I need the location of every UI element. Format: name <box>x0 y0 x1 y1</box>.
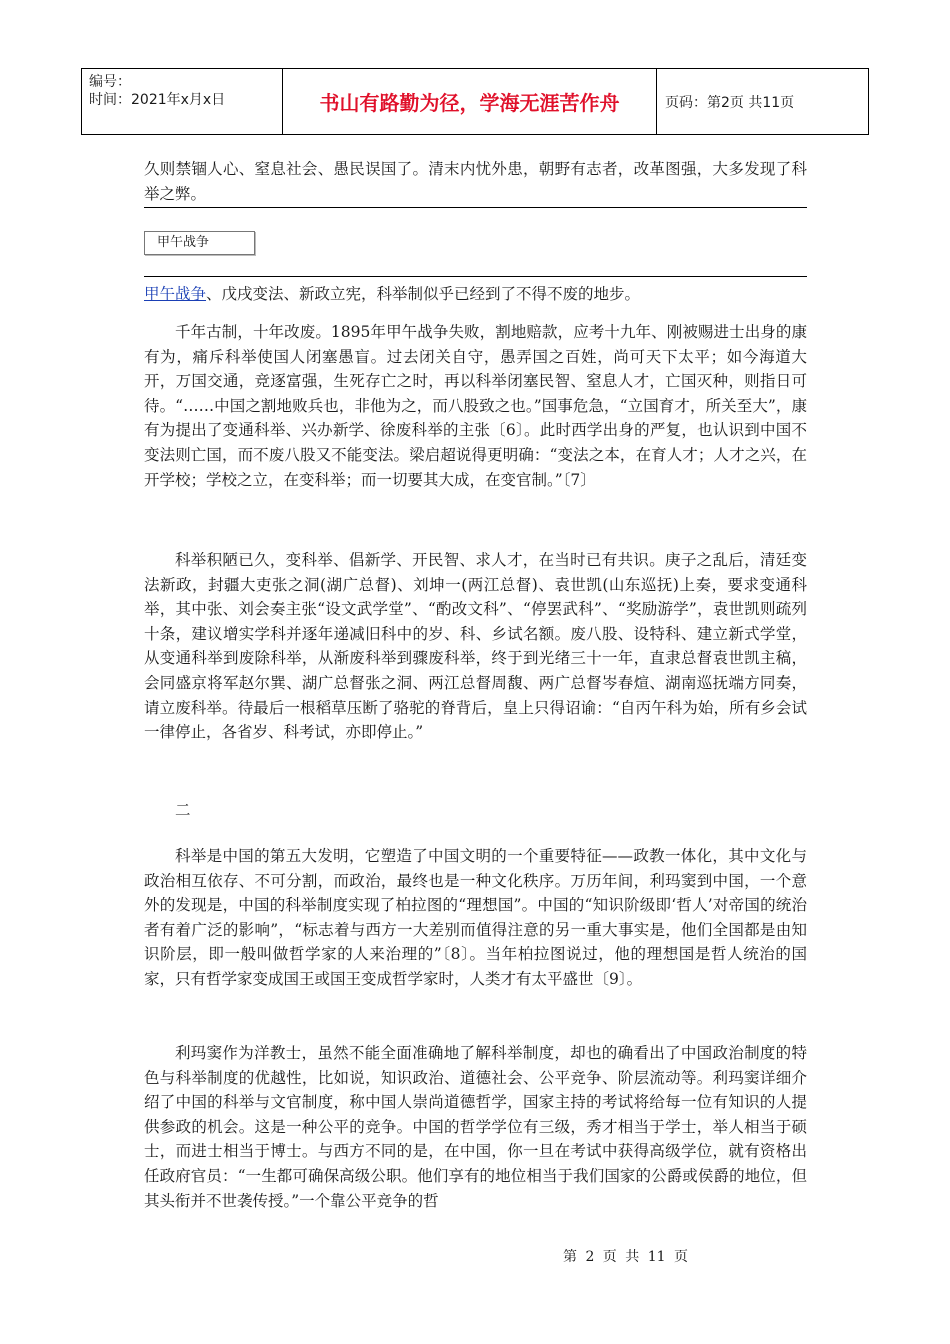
paragraph-2: 千年古制，十年改废。1895年甲午战争失败，割地赔款，应考十九年、刚被赐进士出身的康有为，痛斥科举使国人闭塞愚盲。过去闭关自守，愚弄国之百姓，尚可天下太平；如今海道大开，万国交通，竞逐富强，生死存亡之时，再以科举闭塞民智、窒息人才，亡国灭种，则指日可待。“……中国之割地败兵也，非他为之，而八股致之也。”国事危急，“立国育才，所关至大”，康有为提出了变通科举、兴办新学、徐废科举的主张〔6〕。此时西学出身的严复，也认识到中国不变法则亡国，而不废八股又不能变法。梁启超说得更明确：“变法之本，在育人才；人才之兴，在开学校；学校之立，在变科举；而一切要其大成，在变官制。”〔7〕 <box>144 323 807 489</box>
section-heading-box: 甲午战争 <box>144 231 255 255</box>
paragraph-1-text: 、戊戌变法、新政立宪，科举制似乎已经到了不得不废的地步。 <box>206 285 641 303</box>
section-numeral: 二 <box>175 801 191 819</box>
divider-top <box>144 207 807 208</box>
document-number-label: 编号： <box>89 74 131 90</box>
paragraph-3: 科举积陋已久，变科举、倡新学、开民智、求人才，在当时已有共识。庚子之乱后，清廷变法新政，封疆大吏张之洞(湖广总督)、刘坤一(两江总督)、袁世凯(山东巡抚)上奏，要求变通科举，其中张、刘会奏主张“设文武学堂”、“酌改文科”、“停罢武科”、“奖励游学”，袁世凯则疏列十条，建议增实学科并逐年递减旧科中的岁、科、乡试名额。废八股、设特科、建立新式学堂，从变通科举到废除科举，从渐废科举到骤废科举，终于到光绪三十一年，直隶总督袁世凯主稿，会同盛京将军赵尔巽、湖广总督张之洞、两江总督周馥、两广总督岑春煊、湖南巡抚端方同奏，请立废科举。待最后一根稻草压断了骆驼的脊背后，皇上只得诏谕：“自丙午科为始，所有乡会试一律停止，各省岁、科考试，亦即停止。” <box>144 551 807 742</box>
paragraph-4: 科举是中国的第五大发明，它塑造了中国文明的一个重要特征——政教一体化，其中文化与政治相互依存、不可分割，而政治，最终也是一种文化秩序。万历年间，利玛窦到中国，一个意外的发现是，中国的科举制度实现了柏拉图的“理想国”。中国的“知识阶级即‘哲人’对帝国的统治者有着广泛的影响”，“标志着与西方一大差别而值得注意的另一重大事实是，他们全国都是由知识阶层，即一般叫做哲学家的人来治理的”〔8〕。当年柏拉图说过，他的理想国是哲人统治的国家，只有哲学家变成国王或国王变成哲学家时，人类才有太平盛世〔9〕。 <box>144 847 807 988</box>
intro-paragraph: 久则禁锢人心、窒息社会、愚民误国了。清末内忧外患，朝野有志者，改革图强，大多发现了科举之弊。 <box>144 160 807 203</box>
war-link[interactable]: 甲午战争 <box>144 285 207 303</box>
header-meta-cell <box>82 69 283 134</box>
divider-bottom <box>144 276 807 277</box>
paragraph-1 <box>144 282 807 307</box>
paragraph-5: 利玛窦作为洋教士，虽然不能全面准确地了解科举制度，却也的确看出了中国政治制度的特色与科举制度的优越性，比如说，知识政治、道德社会、公平竞争、阶层流动等。利玛窦详细介绍了中国的科举与文官制度，称中国人崇尚道德哲学，国家主持的考试将给每一位有知识的人提供参政的机会。这是一种公平的竞争。中国的哲学学位有三级，秀才相当于学士，举人相当于硕士，而进士相当于博士。与西方不同的是，在中国，你一旦在考试中获得高级学位，就有资格出任政府官员：“一生都可确保高级公职。他们享有的地位相当于我们国家的公爵或侯爵的地位，但其头衔并不世袭传授。”一个靠公平竞争的哲 <box>144 1044 807 1210</box>
header-page-info: 页码：第2页 共11页 <box>665 94 795 111</box>
header-motto: 书山有路勤为径，学海无涯苦作舟 <box>283 69 657 134</box>
page-header-table <box>81 68 869 135</box>
page-footer: 第 2 页 共 11 页 <box>563 1249 688 1265</box>
document-time-label: 时间：2021年x月x日 <box>89 92 226 108</box>
